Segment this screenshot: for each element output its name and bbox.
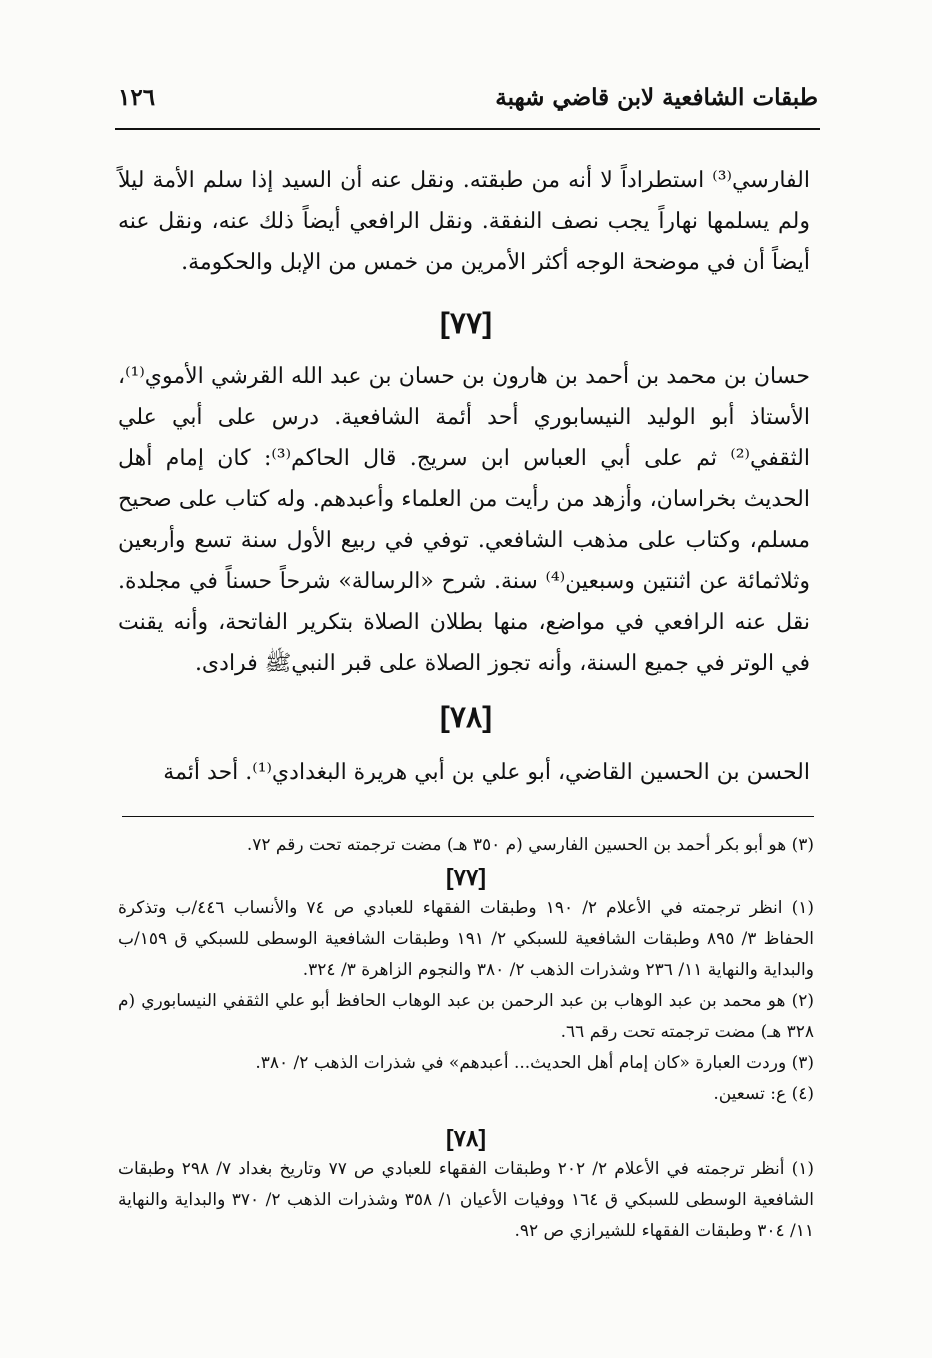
page-number: ١٢٦ <box>118 84 156 111</box>
footnote-heading-77: [٧٧] <box>445 864 487 890</box>
intro-text: الفارسي⁽³⁾ استطراداً لا أنه من طبقته. ونقل عنه أن السيد إذا سلم الأمة ليلاً ولم يسلمها نهاراً يجب نصف النفقة. ونقل الرافعي أيضاً ذلك عنه، ونقل عنه أيضاً أن في موضحة الوجه أكثر الأمرين من خمس من الإبل والحكومة. <box>118 168 810 275</box>
header-rule <box>115 128 820 130</box>
entry-78 <box>118 752 810 793</box>
footnotes <box>118 830 814 1247</box>
footnote: (١) انظر ترجمته في الأعلام ٢/ ١٩٠ وطبقات الفقهاء للعبادي ص ٧٤ والأنساب ٤٤٦/ب وتذكرة الحفاظ ٣/ ٨٩٥ وطبقات الشافعية للسبكي ٢/ ١٩١ وطبقات الشافعية الوسطى للسبكي ق ١٥٩/ب والبداية والنهاية ١١/ ٢٣٦ وشذرات الذهب ٢/ ٣٨٠ والنجوم الزاهرة ٣/ ٣٢٤. <box>118 898 814 980</box>
running-title: طبقات الشافعية لابن قاضي شهبة <box>495 84 818 111</box>
footnote: (٤) ع: تسعين. <box>713 1084 814 1104</box>
entry-78-text: الحسن بن الحسين القاضي، أبو علي بن أبي هريرة البغدادي⁽¹⁾. أحد أئمة <box>163 760 810 785</box>
entry-77-number: [٧٧] <box>439 307 493 340</box>
entry-77 <box>118 356 810 684</box>
footnote-heading-78: [٧٨] <box>445 1125 487 1151</box>
intro-paragraph <box>118 160 810 283</box>
footnote: (٣) وردت العبارة «كان إمام أهل الحديث... أعبدهم» في شذرات الذهب ٢/ ٣٨٠. <box>255 1053 814 1073</box>
footnote: (١) أنظر ترجمته في الأعلام ٢/ ٢٠٢ وطبقات الفقهاء للعبادي ص ٧٧ وتاريخ بغداد ٧/ ٢٩٨ وطبقات الشافعية الوسطى للسبكي ق ١٦٤ ووفيات الأعيان ١/ ٣٥٨ وشذرات الذهب ٢/ ٣٧٠ والبداية والنهاية ١١/ ٣٠٤ وطبقات الفقهاء للشيرازي ص ٩٢. <box>118 1159 815 1241</box>
entry-77-text: حسان بن محمد بن أحمد بن هارون بن حسان بن عبد الله القرشي الأموي⁽¹⁾، الأستاذ أبو الوليد النيسابوري أحد أئمة الشافعية. درس على أبي علي الثقفي⁽²⁾ ثم على أبي العباس ابن سريج. قال الحاكم⁽³⁾: كان إمام أهل الحديث بخراسان، وأزهد من رأيت من العلماء وأعبدهم. وله كتاب على صحيح مسلم، وكتاب على مذهب الشافعي. توفي في ربيع الأول سنة تسع وأربعين وثلاثمائة عن اثنتين وسبعين⁽⁴⁾ سنة. شرح «الرسالة» شرحاً حسناً في مجلدة. نقل عنه الرافعي في مواضع، منها بطلان الصلاة بتكرير الفاتحة، وأنه يقنت في الوتر في جميع السنة، وأنه تجوز الصلاة على قبر النبيﷺ فرادى. <box>118 364 810 676</box>
footnote-rule <box>122 816 814 817</box>
footnote: (٢) هو محمد بن عبد الوهاب بن عبد الرحمن بن عبد الوهاب الحافظ أبو علي الثقفي النيسابوري (م ٣٢٨ هـ) مضت ترجمته تحت رقم ٦٦. <box>118 991 814 1042</box>
page-header <box>118 78 818 122</box>
entry-78-number: [٧٨] <box>439 701 493 734</box>
footnote: (٣) هو أبو بكر أحمد بن الحسين الفارسي (م ٣٥٠ هـ) مضت ترجمته تحت رقم ٧٢. <box>246 835 814 855</box>
